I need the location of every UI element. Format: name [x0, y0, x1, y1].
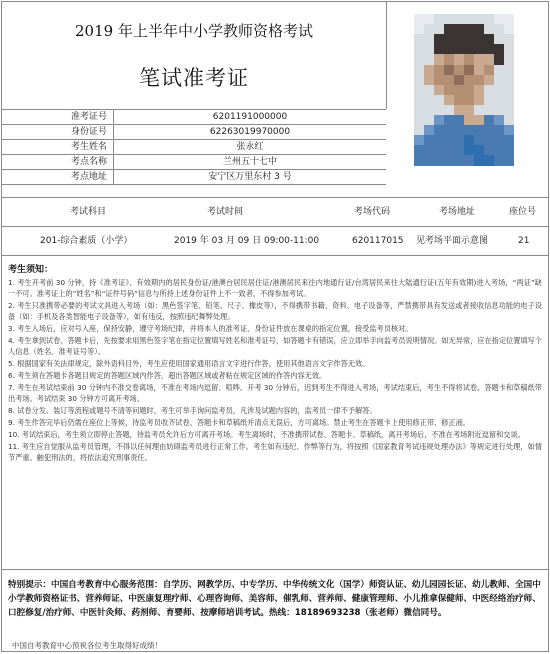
- photo-pixel: [454, 54, 465, 65]
- photo-pixel: [494, 65, 505, 76]
- photo-pixel: [494, 44, 505, 55]
- notice-heading: 考生须知：: [8, 265, 54, 275]
- row-time: 2019 年 03 月 09 日 09:00-11:00: [174, 236, 320, 246]
- photo-pixel: [504, 105, 514, 116]
- photo-pixel: [414, 14, 425, 25]
- row-room-code: 620117015: [352, 236, 404, 246]
- photo-pixel: [474, 54, 485, 65]
- notice-item: 8. 试卷分发、装订等流程或题号不清等问题时，考生可举手询问监考员，凡涉及试题内容的，监考员一律不予解答。: [8, 406, 377, 415]
- photo-pixel: [434, 115, 445, 126]
- photo-pixel: [444, 34, 455, 45]
- candidate-notice: [2, 256, 548, 570]
- photo-pixel: [504, 14, 514, 25]
- photo-pixel: [414, 85, 425, 96]
- photo-pixel: [504, 125, 514, 136]
- photo-pixel: [494, 85, 505, 96]
- photo-pixel: [444, 115, 455, 126]
- photo-pixel: [414, 34, 425, 45]
- photo-pixel: [444, 85, 455, 96]
- photo-pixel: [444, 14, 455, 25]
- info-label: 考生姓名: [2, 140, 114, 154]
- info-row-venue-address: [2, 169, 386, 185]
- notice-item: 6. 考生须在答题卡各题目规定的答题区域内作答，超出答题区域或者粘在规定区域的作答内容无效。: [8, 371, 327, 380]
- photo-pixel: [434, 155, 445, 166]
- photo-pixel: [414, 125, 425, 136]
- photo-pixel: [474, 135, 485, 146]
- photo-pixel: [444, 54, 455, 65]
- photo-pixel: [504, 65, 514, 76]
- photo-pixel: [424, 54, 435, 65]
- id-number-value: 62263019970000: [209, 127, 291, 137]
- photo-pixel: [494, 95, 505, 106]
- photo-pixel: [454, 145, 465, 156]
- photo-pixel: [434, 75, 445, 86]
- photo-pixel: [484, 145, 495, 156]
- photo-pixel: [464, 135, 475, 146]
- photo-pixel: [494, 75, 505, 86]
- info-label: 考点名称: [2, 155, 114, 169]
- photo-pixel: [464, 145, 475, 156]
- candidate-name-value: 张永红: [236, 142, 264, 152]
- photo-pixel: [434, 145, 445, 156]
- photo-pixel: [434, 24, 445, 35]
- row-subject: 201-综合素质（小学）: [40, 236, 133, 246]
- notice-item: 10. 考试结束后，考生须立即停止答题，待监考员允许后方可离开考场。考生离场时，不准携带试卷、答题卡、草稿纸，离开考场后，不准在考场附近逗留和交谈。: [8, 430, 525, 439]
- photo-pixel: [444, 105, 455, 116]
- info-row-name: [2, 139, 386, 154]
- photo-pixel: [504, 95, 514, 106]
- photo-pixel: [484, 155, 495, 166]
- photo-pixel: [504, 85, 514, 96]
- header-room-address: 考场地址: [439, 207, 476, 217]
- header-room-code: 考场代码: [354, 207, 391, 217]
- admission-ticket: [1, 1, 549, 652]
- photo-pixel: [444, 44, 455, 55]
- photo-pixel: [494, 54, 505, 65]
- photo-pixel: [434, 65, 445, 76]
- notice-item: 9. 考生作答完毕后仍需在座位上等候，待监考员收齐试卷、答题卡和草稿纸并清点无误后，方可离场。禁止考生在答题卡上使用修正带、修正液。: [8, 418, 470, 427]
- photo-pixel: [434, 95, 445, 106]
- notice-item: 1. 考生开考前 30 分钟，持《准考证》、有效期内的居民身份证/港澳台居民居住证/港澳居民来往内地通行证/台湾居民来往大陆通行证(五年有效期)进入考场，“两证”缺一不可。准考证上的“姓名”和“证件号码”信息与所持上述身份证件上不一致者，不得参加考试。: [8, 278, 542, 298]
- photo-pixel: [414, 54, 425, 65]
- photo-pixel: [434, 85, 445, 96]
- photo-pixel: [454, 115, 465, 126]
- notice-item: 11. 考生应自觉服从监考员管理，不得以任何理由妨碍监考员进行正常工作。考生如有违纪、作弊等行为，将按照《国家教育考试违规处理办法》等规定进行处理，如情节严重、触犯刑法的，将依法追究刑事责任。: [8, 442, 542, 462]
- photo-pixel: [454, 14, 465, 25]
- photo-pixel: [414, 75, 425, 86]
- photo-pixel: [424, 85, 435, 96]
- photo-pixel: [464, 85, 475, 96]
- photo-pixel: [504, 155, 514, 166]
- photo-pixel: [454, 65, 465, 76]
- photo-pixel: [504, 54, 514, 65]
- photo-pixel: [504, 135, 514, 146]
- photo-pixel: [414, 155, 425, 166]
- photo-pixel: [424, 65, 435, 76]
- photo-pixel: [474, 65, 485, 76]
- photo-pixel: [464, 155, 475, 166]
- photo-pixel: [484, 24, 495, 35]
- ticket-header: [2, 2, 387, 109]
- photo-pixel: [434, 125, 445, 136]
- photo-pixel: [414, 115, 425, 126]
- photo-pixel: [444, 155, 455, 166]
- photo-pixel: [424, 14, 435, 25]
- photo-pixel: [474, 75, 485, 86]
- photo-pixel: [414, 135, 425, 146]
- schedule-row: [2, 227, 548, 256]
- photo-pixel: [424, 135, 435, 146]
- photo-pixel: [464, 65, 475, 76]
- photo-pixel: [454, 95, 465, 106]
- exam-schedule-table: [2, 197, 548, 256]
- photo-pixel: [484, 115, 495, 126]
- special-notice: 特别提示：中国自考教育中心服务范围：自学历、网教学历、中专学历、中华传统文化（国学）师资认证、幼儿园园长证、幼儿教师、全国中小学教师资格证书、营养师证、中医康复理疗师、心理咨询师、美容师、催乳师、营养师、健康管理师、小儿推拿保健师、中医经络治疗师、口腔修复/治疗师、中医针灸师、药剂师、育婴师、按摩师培训考试。热线：18189693238（张老师）微信同号。: [8, 580, 541, 618]
- photo-pixel: [494, 145, 505, 156]
- photo-pixel: [484, 85, 495, 96]
- photo-pixel: [434, 135, 445, 146]
- photo-pixel: [444, 145, 455, 156]
- photo-pixel: [414, 95, 425, 106]
- venue-name-value: 兰州五十七中: [222, 157, 277, 167]
- header-subject: 考试科目: [70, 207, 107, 217]
- photo-pixel: [464, 24, 475, 35]
- photo-pixel: [424, 34, 435, 45]
- photo-pixel: [424, 125, 435, 136]
- photo-pixel: [474, 145, 485, 156]
- photo-pixel: [484, 14, 495, 25]
- photo-pixel: [484, 125, 495, 136]
- photo-pixel: [414, 44, 425, 55]
- photo-pixel: [484, 105, 495, 116]
- photo-pixel: [494, 105, 505, 116]
- photo-pixel: [424, 105, 435, 116]
- header-seat: 座位号: [509, 207, 537, 217]
- photo-pixel: [474, 85, 485, 96]
- photo-pixel: [434, 44, 445, 55]
- info-label: 准考证号: [2, 110, 114, 124]
- photo-pixel: [464, 105, 475, 116]
- photo-pixel: [474, 155, 485, 166]
- photo-pixel: [464, 14, 475, 25]
- photo-pixel: [424, 95, 435, 106]
- header-time: 考试时间: [207, 207, 244, 217]
- row-room-address: 见考场平面示意图: [416, 236, 489, 246]
- photo-pixel: [414, 65, 425, 76]
- notice-item: 7. 考生在考试结束前 30 分钟内不准交卷离场，不准在考场内逗留、喧哗。开考 30 分钟后，迟到考生不得进入考场，考试结束后，考生不得将试卷、答题卡和草稿纸带出考场。考试结束 30 分钟方可离开考场。: [8, 383, 542, 403]
- photo-pixel: [454, 44, 465, 55]
- photo-pixel: [464, 95, 475, 106]
- photo-pixel: [474, 24, 485, 35]
- photo-pixel: [454, 85, 465, 96]
- photo-pixel: [464, 34, 475, 45]
- photo-pixel: [424, 24, 435, 35]
- photo-pixel: [444, 24, 455, 35]
- photo-pixel: [484, 75, 495, 86]
- notice-item: 5. 根据国家有关法律规定，除外语科目外，考生应使用国家通用语言文字进行作答，使用其他语言文字作答无效。: [8, 359, 370, 368]
- photo-pixel: [494, 14, 505, 25]
- photo-pixel: [494, 24, 505, 35]
- photo-pixel: [444, 135, 455, 146]
- ticket-number-value: 6201191000000: [212, 112, 288, 122]
- photo-pixel: [504, 75, 514, 86]
- info-row-id-number: [2, 124, 386, 139]
- photo-pixel: [474, 115, 485, 126]
- photo-pixel: [454, 34, 465, 45]
- photo-pixel: [444, 95, 455, 106]
- photo-pixel: [454, 105, 465, 116]
- photo-pixel: [424, 145, 435, 156]
- photo-pixel: [414, 24, 425, 35]
- photo-pixel: [424, 155, 435, 166]
- photo-pixel: [464, 75, 475, 86]
- photo-pixel: [504, 44, 514, 55]
- photo-pixel: [484, 135, 495, 146]
- notice-item: 4. 考生拿到试卷、答题卡后，先按要求用黑色签字笔在指定位置填写姓名和准考证号，如答题卡有错误，应立即举手向监考员说明情况。如无异常，应在指定位置填写个人信息（姓名、准考证号等）。: [8, 336, 542, 356]
- photo-pixel: [464, 54, 475, 65]
- photo-pixel: [484, 65, 495, 76]
- photo-pixel: [504, 145, 514, 156]
- photo-pixel: [474, 34, 485, 45]
- schedule-header-row: [2, 197, 548, 227]
- photo-pixel: [474, 95, 485, 106]
- notice-item: 3. 考生入场后，应对号入座，保持安静，遵守考场纪律，并将本人的准考证、身份证件放在课桌的指定位置，接受监考员核对。: [8, 324, 413, 333]
- photo-pixel: [434, 54, 445, 65]
- photo-pixel: [454, 75, 465, 86]
- photo-pixel: [444, 65, 455, 76]
- photo-pixel: [424, 115, 435, 126]
- photo-pixel: [494, 34, 505, 45]
- notice-item: 2. 考生只准携带必要的考试文具进入考场（如：黑色签字笔、铅笔、尺子、橡皮等），不得携带书籍、资料、电子设备等，严禁携带具有发送或者接收信息功能的电子设备（如：手机及各类智能电子设备等），如有违反，按照违纪舞弊处理。: [8, 301, 542, 321]
- photo-pixel: [494, 115, 505, 126]
- footer-note: 中国自考教育中心预祝各位考生取得好成绩！: [12, 641, 162, 650]
- photo-pixel: [484, 44, 495, 55]
- photo-pixel: [454, 24, 465, 35]
- photo-pixel: [464, 115, 475, 126]
- info-label: 身份证号: [2, 125, 114, 139]
- candidate-photo: [414, 14, 514, 166]
- info-row-ticket-number: [2, 109, 386, 124]
- info-label: 考点地址: [2, 170, 114, 184]
- photo-area: [386, 2, 548, 194]
- photo-pixel: [464, 44, 475, 55]
- info-row-venue-name: [2, 154, 386, 169]
- photo-pixel: [414, 145, 425, 156]
- photo-pixel: [444, 125, 455, 136]
- photo-pixel: [494, 135, 505, 146]
- photo-pixel: [474, 125, 485, 136]
- photo-pixel: [504, 115, 514, 126]
- photo-pixel: [414, 105, 425, 116]
- photo-pixel: [424, 75, 435, 86]
- photo-pixel: [494, 125, 505, 136]
- exam-title: 2019 年上半年中小学教师资格考试: [75, 22, 313, 40]
- photo-pixel: [494, 155, 505, 166]
- photo-pixel: [504, 24, 514, 35]
- photo-pixel: [474, 44, 485, 55]
- row-seat: 21: [518, 236, 530, 246]
- photo-pixel: [474, 105, 485, 116]
- venue-address-value: 安宁区万里东村 3 号: [208, 172, 292, 182]
- photo-pixel: [444, 75, 455, 86]
- photo-pixel: [484, 34, 495, 45]
- photo-pixel: [424, 44, 435, 55]
- photo-pixel: [484, 54, 495, 65]
- photo-pixel: [434, 14, 445, 25]
- photo-pixel: [454, 125, 465, 136]
- photo-pixel: [434, 34, 445, 45]
- photo-pixel: [454, 155, 465, 166]
- ticket-subtitle: 笔试准考证: [139, 66, 249, 90]
- photo-pixel: [464, 125, 475, 136]
- photo-pixel: [474, 14, 485, 25]
- photo-pixel: [434, 105, 445, 116]
- photo-pixel: [454, 135, 465, 146]
- photo-pixel: [484, 95, 495, 106]
- photo-pixel: [504, 34, 514, 45]
- candidate-info-table: [2, 109, 386, 185]
